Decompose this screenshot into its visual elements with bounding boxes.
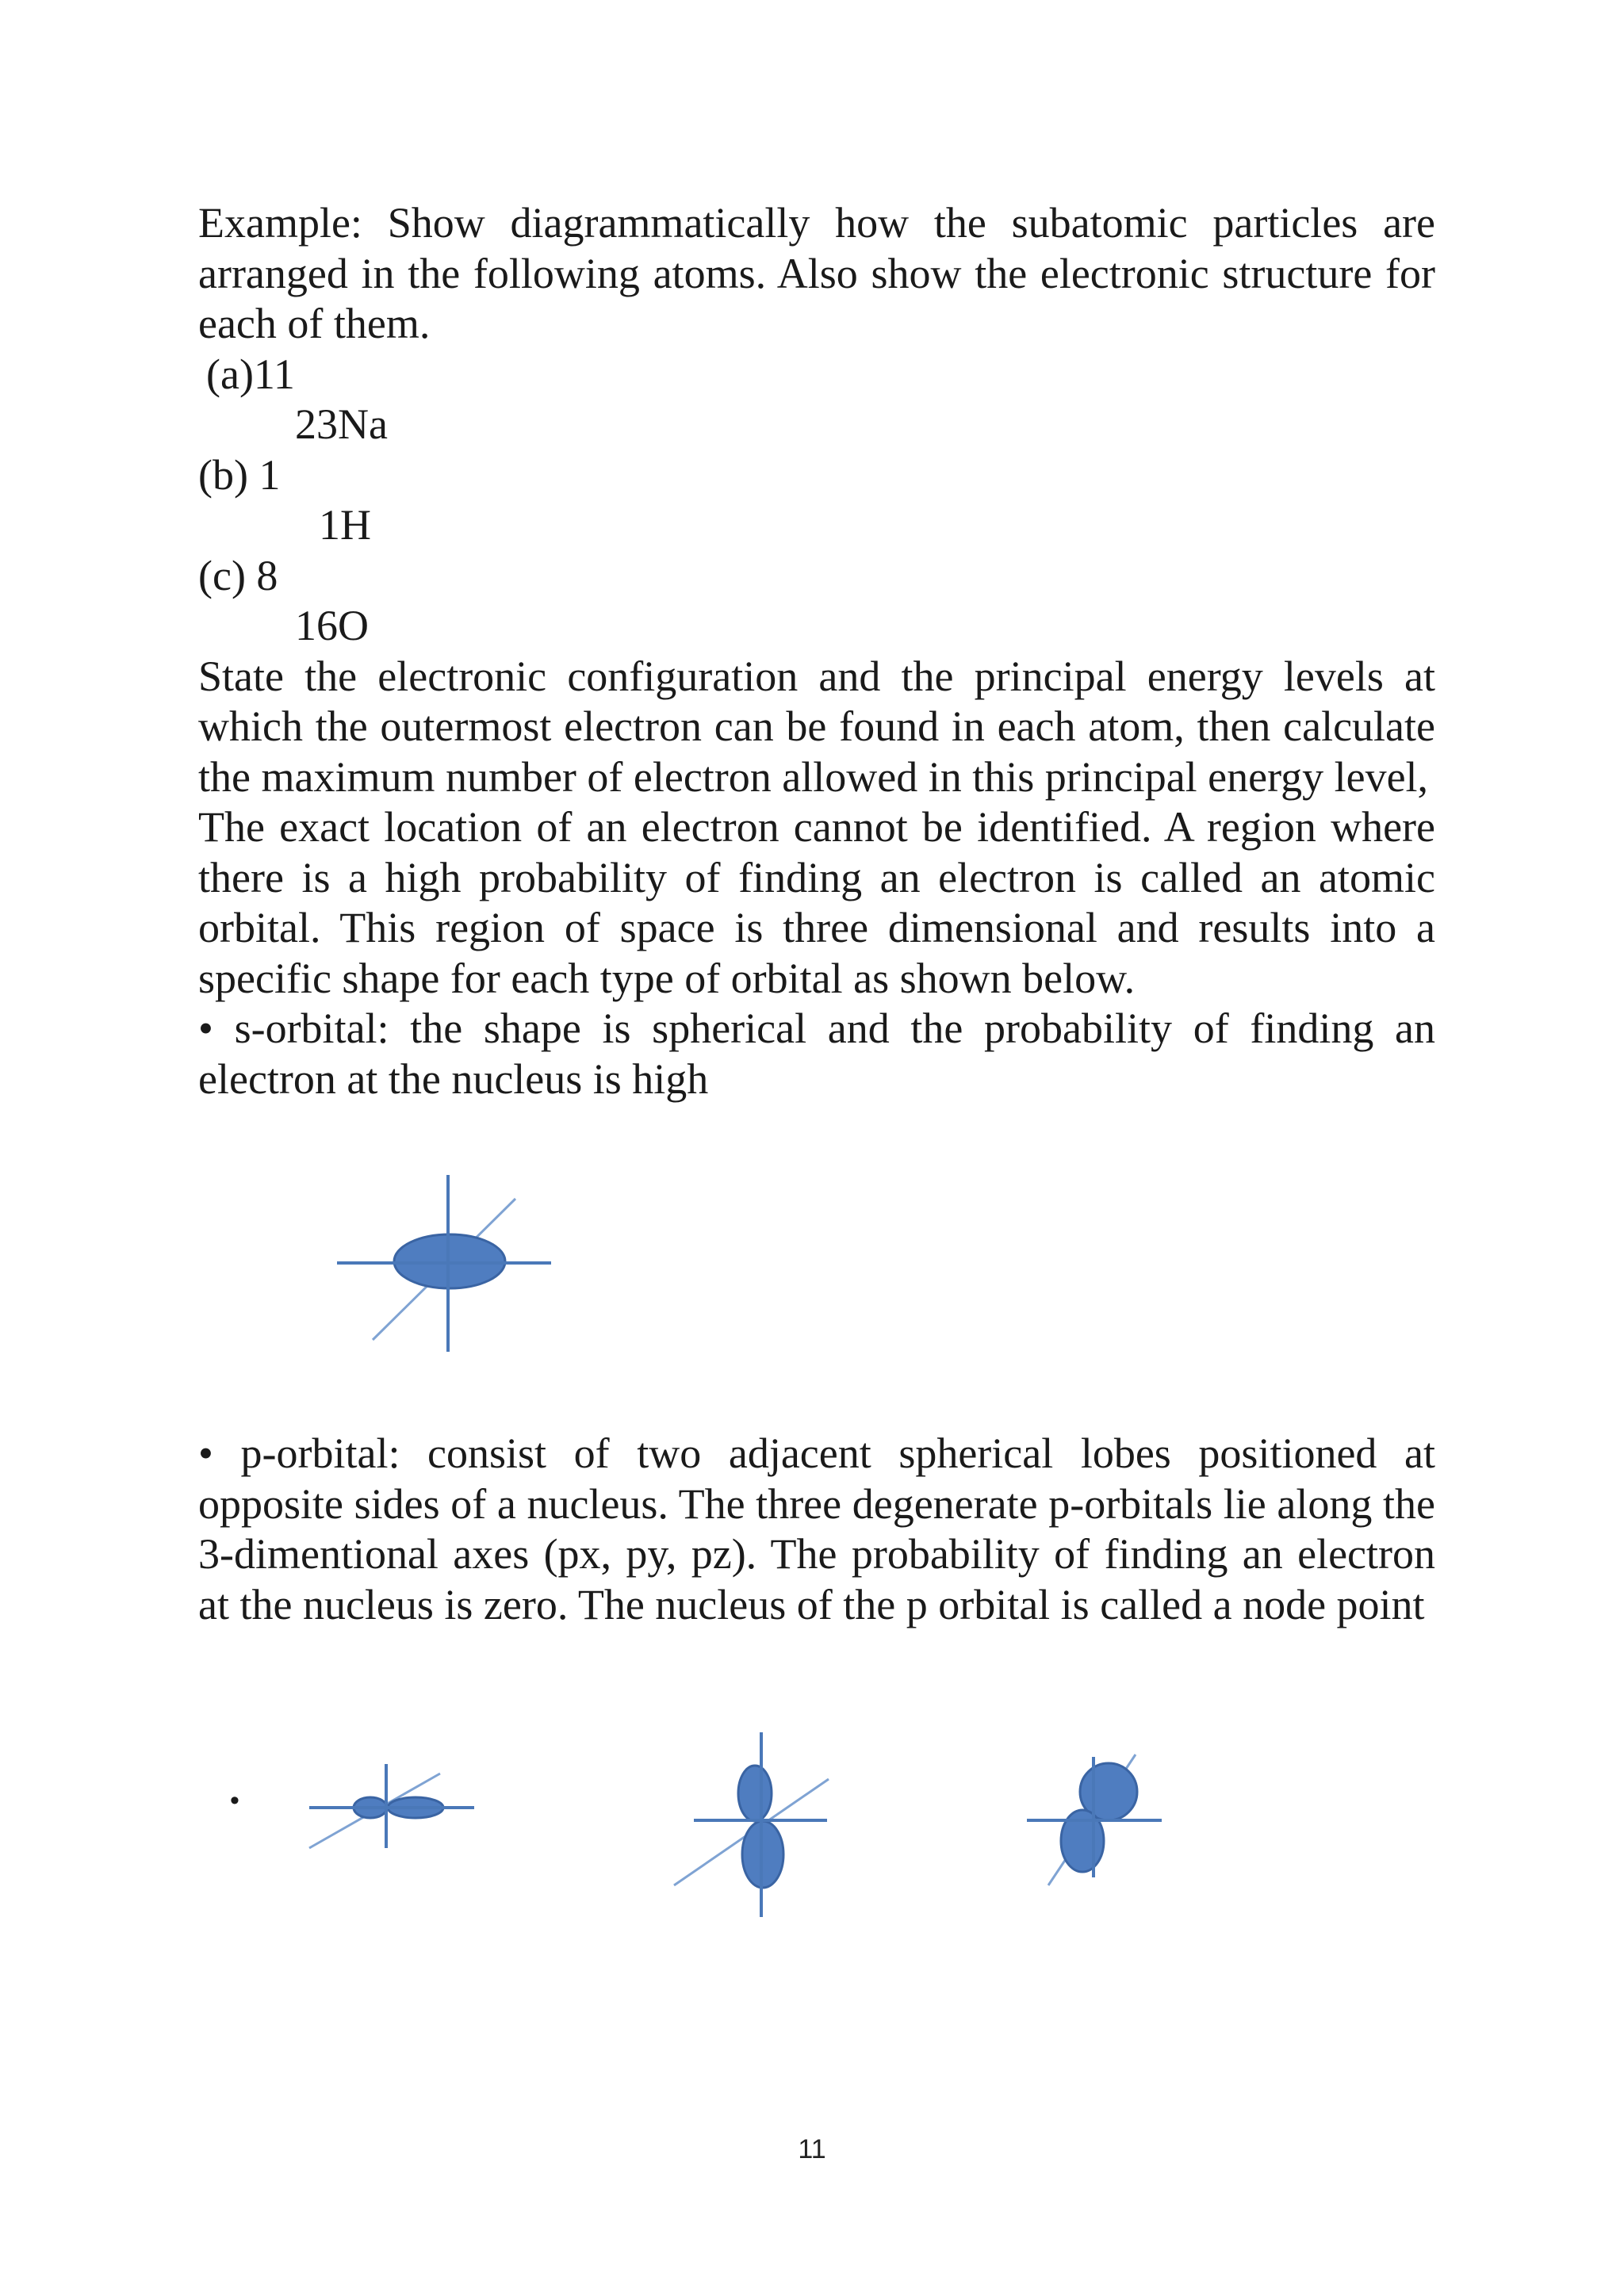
- s-orbital-diagram: [337, 1175, 551, 1352]
- atom-c-mass: 16O: [295, 602, 369, 649]
- s-orbital-description: • s-orbital: the shape is spherical and the probability of finding an electron at the nucleus is high: [198, 1004, 1435, 1103]
- page-number: 11: [798, 2134, 826, 2164]
- atom-a-mass: 23Na: [295, 400, 388, 448]
- atom-b-label: (b) 1: [198, 450, 281, 499]
- atom-a-label: (a)11: [206, 350, 295, 398]
- stray-bullet-mark: •: [230, 1785, 239, 1816]
- example-intro: Example: Show diagrammatically how the subatomic particles are arranged in the following atoms. Also show the electronic structure for each of them.: [198, 199, 1435, 347]
- px-orbital-diagram: [309, 1764, 474, 1848]
- pz-orbital-diagram: [1027, 1755, 1162, 1885]
- p-orbital-description: • p-orbital: consist of two adjacent spherical lobes positioned at opposite sides of a nucleus. The three degenerate p-orbitals lie along the 3-dimentional axes (px, py, pz). The probability of finding an electron at the nucleus is zero. The nucleus of the p orbital is called a node point: [198, 1429, 1435, 1628]
- example-task: State the electronic configuration and the principal energy levels at which the outermost electron can be found in each atom, then calculate the maximum number of electron allowed in this principal energy level,: [198, 652, 1435, 801]
- atom-b-mass: 1H: [319, 501, 371, 549]
- py-orbital-lobe-top: [738, 1766, 772, 1821]
- atom-c-label: (c) 8: [198, 551, 278, 599]
- orbital-intro: The exact location of an electron cannot be identified. A region where there is a high probability of finding an electron is called an atomic orbital. This region of space is three dimensional and results into a specific shape for each type of orbital as shown below.: [198, 803, 1435, 1002]
- py-orbital-diagram: [674, 1732, 829, 1917]
